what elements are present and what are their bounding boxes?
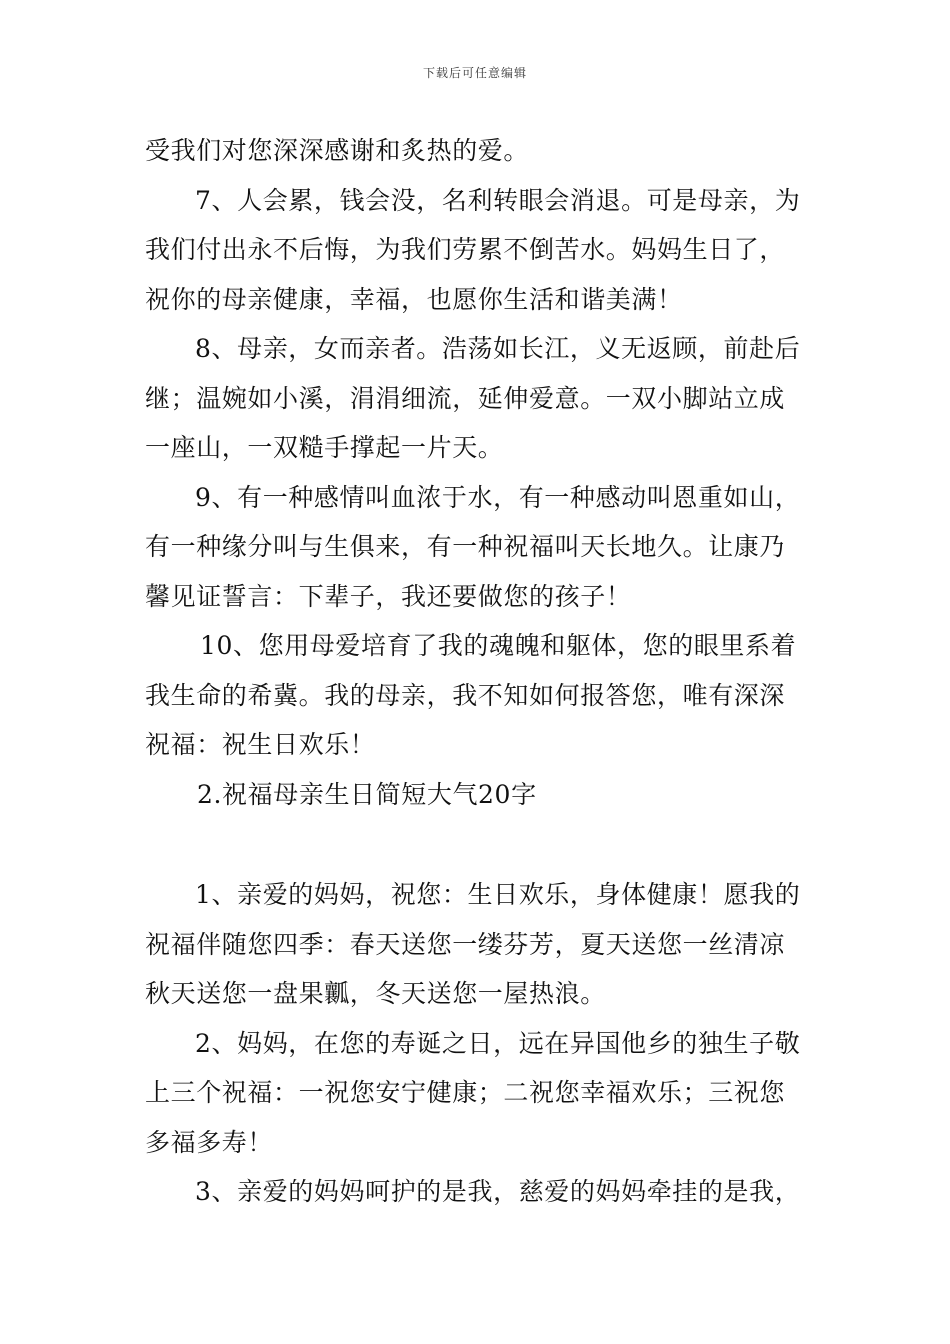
paragraph-line: 受我们对您深深感谢和炙热的爱。	[145, 136, 530, 165]
paragraph-line: 祝福伴随您四季：春天送您一缕芬芳，夏天送您一丝清凉	[145, 929, 786, 959]
paragraph-line: 馨见证誓言：下辈子，我还要做您的孩子！	[145, 581, 632, 611]
paragraph-line: 我生命的希冀。我的母亲，我不知如何报答您，唯有深深	[145, 680, 786, 710]
paragraph-line: 8、母亲，女而亲者。浩荡如长江，义无返顾，前赴后	[195, 334, 801, 363]
page-header: 下载后可任意编辑	[422, 66, 527, 80]
paragraph-line: 2、妈妈，在您的寿诞之日，远在异国他乡的独生子敬	[195, 1028, 801, 1058]
paragraph-line: 祝福：祝生日欢乐！	[145, 730, 376, 759]
paragraph-line: 我们付出永不后悔，为我们劳累不倒苦水。妈妈生日了，	[145, 235, 786, 264]
paragraph-line: 1、亲爱的妈妈，祝您：生日欢乐，身体健康！愿我的	[195, 880, 801, 909]
paragraph-line: 上三个祝福：一祝您安宁健康；二祝您幸福欢乐；三祝您	[145, 1078, 786, 1107]
paragraph-line: 9、有一种感情叫血浓于水，有一种感动叫恩重如山，	[195, 482, 801, 512]
paragraph-line: 祝你的母亲健康，幸福，也愿你生活和谐美满！	[145, 284, 683, 314]
paragraph-line: 一座山，一双糙手撑起一片天。	[145, 433, 504, 462]
paragraph-line: 10、您用母爱培育了我的魂魄和躯体，您的眼里系着	[200, 631, 797, 660]
paragraph-line: 秋天送您一盘果瓤，冬天送您一屋热浪。	[145, 979, 606, 1008]
section-heading: 2.祝福母亲生日简短大气20字	[197, 779, 537, 809]
paragraph-line: 继；温婉如小溪，涓涓细流，延伸爱意。一双小脚站立成	[145, 383, 786, 413]
paragraph-line: 3、亲爱的妈妈呵护的是我，慈爱的妈妈牵挂的是我，	[195, 1177, 801, 1206]
section-spacer	[145, 819, 810, 870]
document-body	[145, 126, 810, 1217]
paragraph-line: 7、人会累，钱会没，名利转眼会消退。可是母亲，为	[195, 185, 801, 215]
paragraph-line: 多福多寿！	[145, 1127, 274, 1157]
paragraph-line: 有一种缘分叫与生俱来，有一种祝福叫天长地久。让康乃	[145, 532, 786, 561]
